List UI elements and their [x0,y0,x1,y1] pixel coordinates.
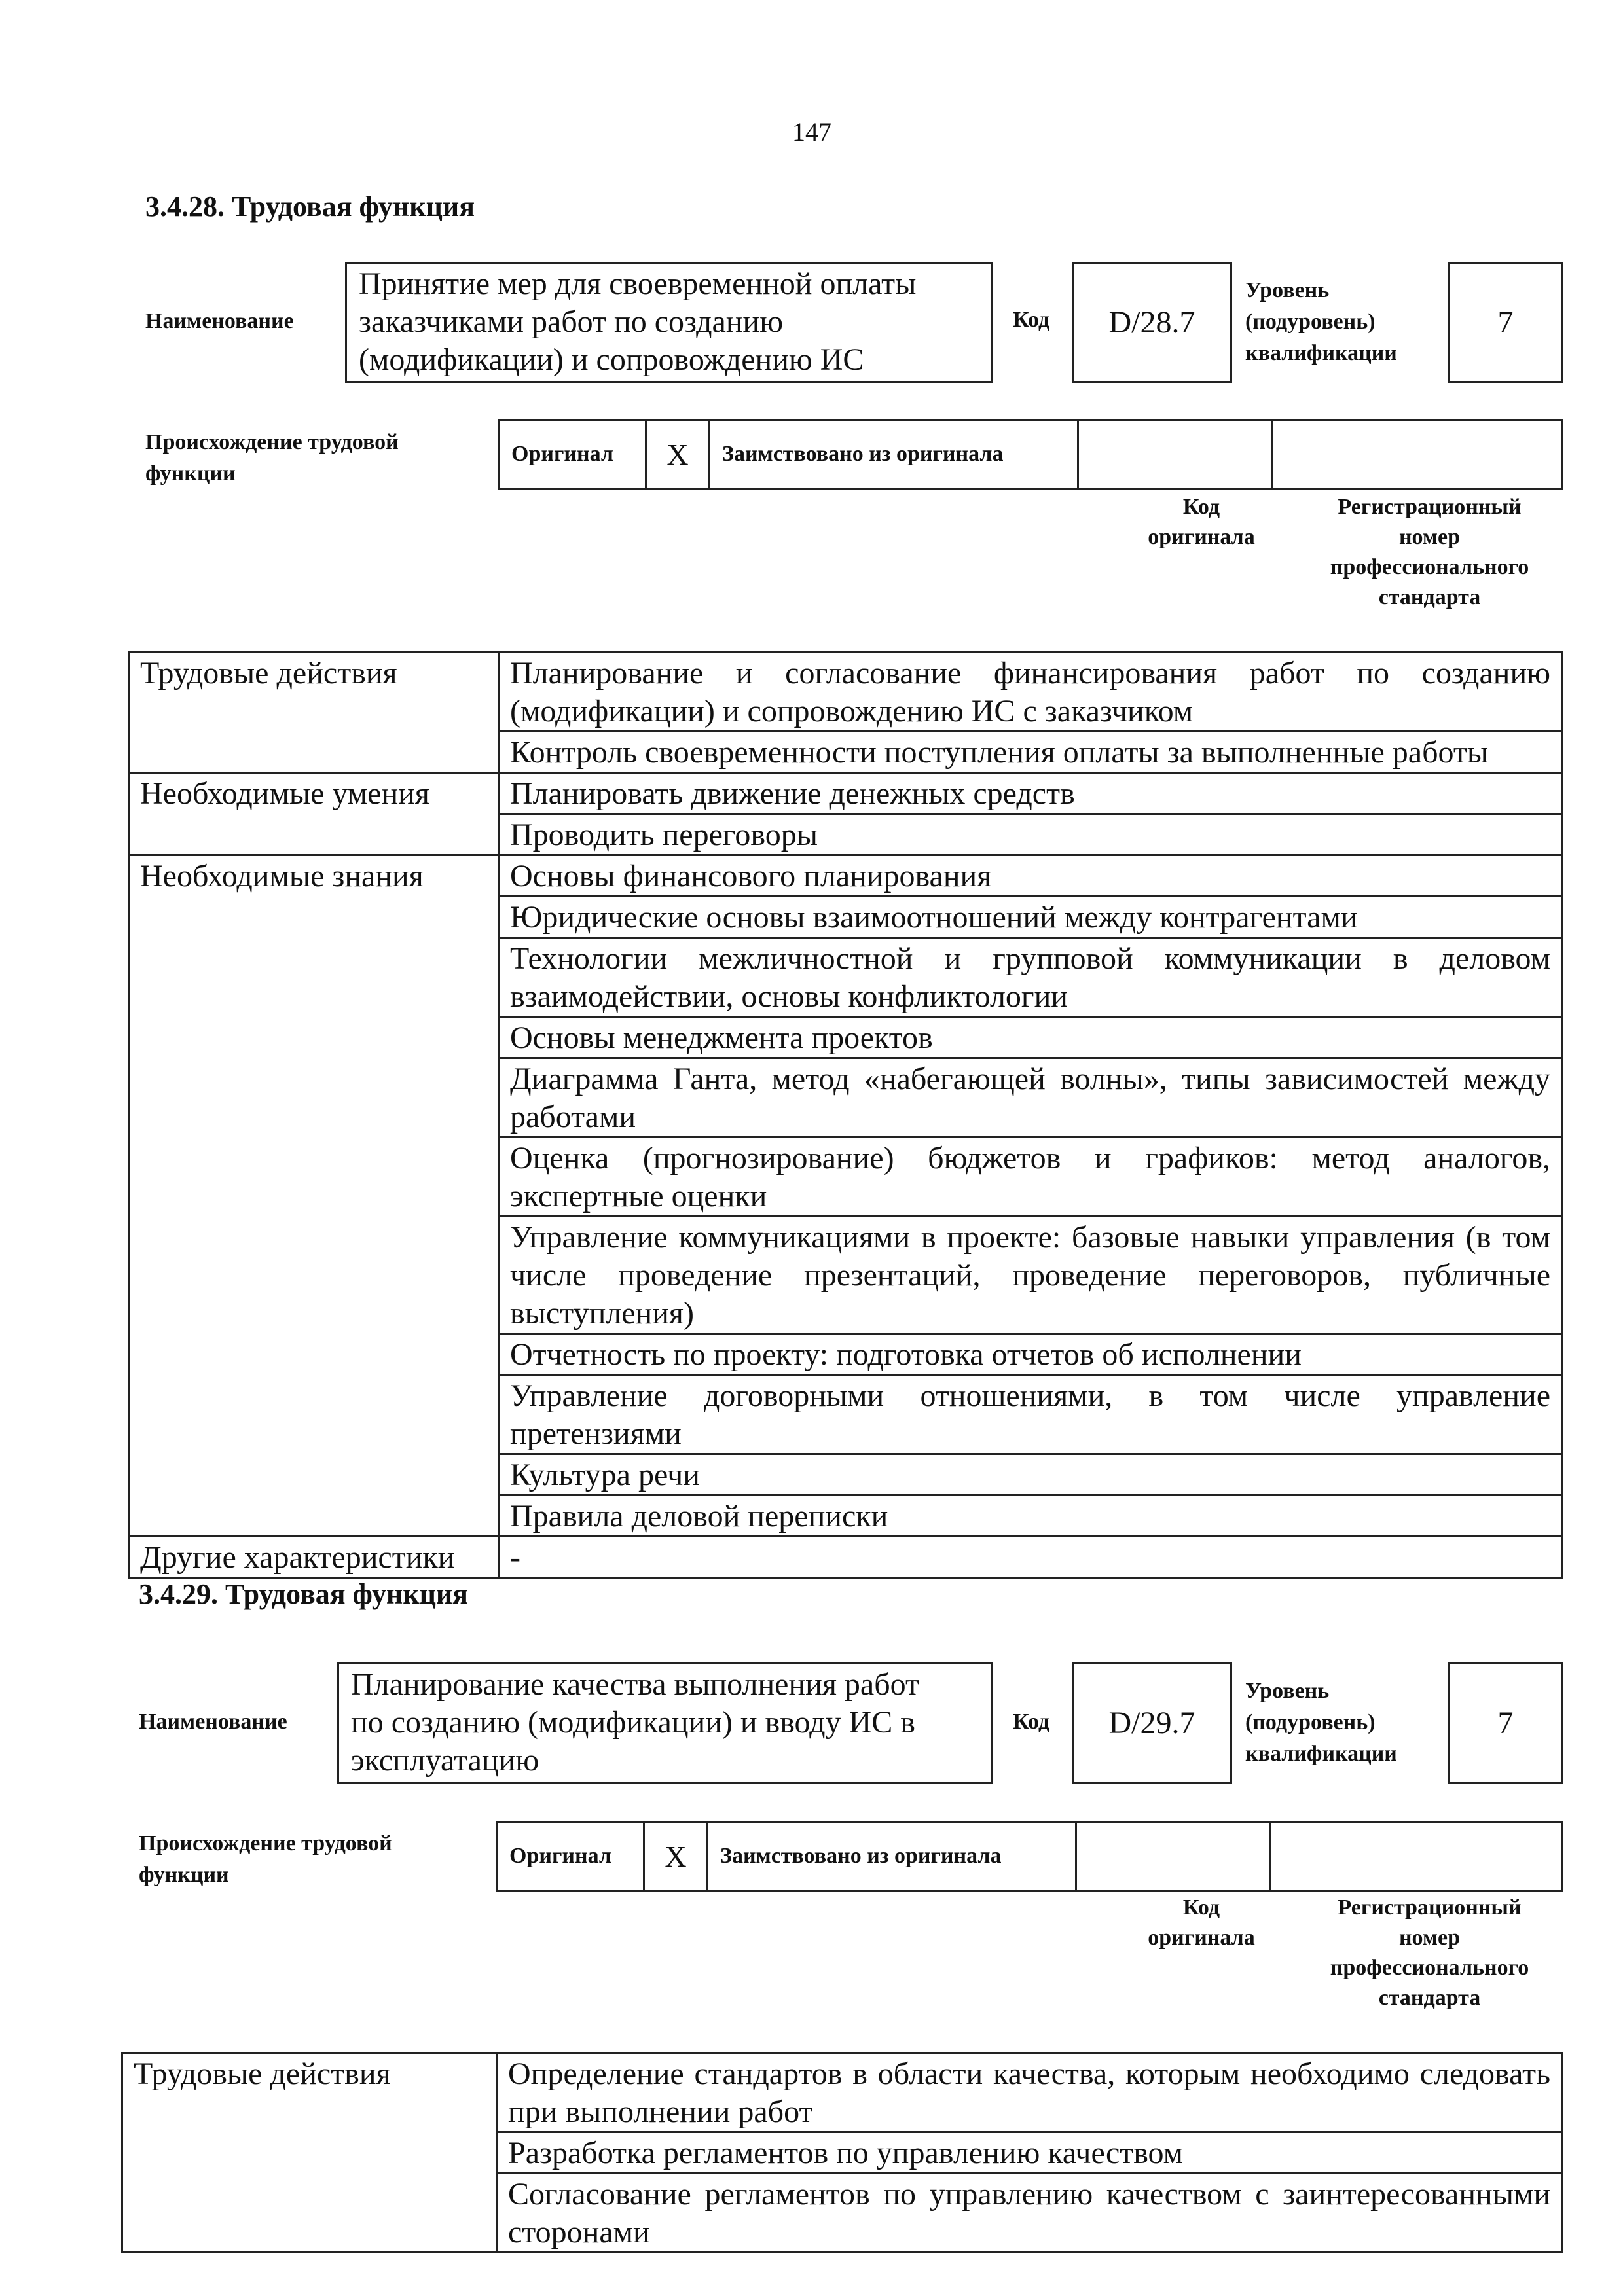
original-cell [500,421,647,488]
original-mark: X [665,1839,687,1873]
page-number: 147 [792,117,831,147]
borrowed-cell [710,421,1079,488]
level-label: Уровень (подуровень) квалификации [1245,278,1397,365]
origin-label: Происхождение трудовой функции [139,1831,392,1887]
section-title: 3.4.28. Трудовая функция [145,190,475,223]
level-box: 7 [1448,262,1563,383]
category-cell: Необходимые умения [129,773,499,855]
item-cell: Оценка (прогнозирование) бюджетов и графиков: метод аналогов, экспертные оценки [499,1138,1562,1217]
item-cell: Юридические основы взаимоотношений между контрагентами [499,897,1562,938]
code-original-label: Код оригинала [1148,1895,1255,1950]
origin-row [496,1821,1563,1892]
category-cell: Трудовые действия [122,2053,497,2253]
level-box: 7 [1448,1662,1563,1784]
level-label: Уровень (подуровень) квалификации [1245,1679,1397,1766]
reg-number-cell [1273,421,1561,488]
category-cell: Трудовые действия [129,653,499,773]
function-name-box [337,1662,993,1784]
code-original-cell [1077,1823,1271,1890]
function-name-line: заказчиками работ по созданию [359,304,784,339]
name-label: Наименование [145,309,294,333]
function-table [121,2052,1563,2253]
code-label: Код [1013,1710,1050,1734]
item-cell: Контроль своевременности поступления оплаты за выполненные работы [499,732,1562,773]
function-name-line: Планирование качества выполнения работ [351,1667,919,1702]
item-cell: Проводить переговоры [499,814,1562,855]
reg-number-label: Регистрационный номер профессионального стандарта [1330,1895,1529,2010]
table-row [129,773,1562,814]
item-cell: Управление договорными отношениями, в том числе управление претензиями [499,1375,1562,1454]
function-table [128,651,1563,1579]
table-row [122,2053,1562,2132]
table-row [129,1537,1562,1578]
borrowed-label: Заимствовано из оригинала [720,1844,1002,1868]
table-row [129,855,1562,897]
item-cell: Культура речи [499,1454,1562,1496]
item-cell: Управление коммуникациями в проекте: базовые навыки управления (в том числе проведение презентаций, проведение переговоров, публичные выступления) [499,1217,1562,1334]
item-cell: Основы финансового планирования [499,855,1562,897]
function-name-box [345,262,993,383]
item-cell: Определение стандартов в области качества, которым необходимо следовать при выполнении работ [497,2053,1562,2132]
origin-label: Происхождение трудовой функции [145,430,399,486]
item-cell: Разработка регламентов по управлению качеством [497,2132,1562,2174]
item-cell: Технологии межличностной и групповой коммуникации в деловом взаимодействии, основы конфликтологии [499,938,1562,1017]
original-label: Оригинал [511,442,613,466]
original-mark-cell [647,421,710,488]
original-cell [498,1823,645,1890]
borrowed-cell [708,1823,1077,1890]
item-cell: Правила деловой переписки [499,1496,1562,1537]
category-cell: Другие характеристики [129,1537,499,1578]
code-box: D/29.7 [1072,1662,1232,1784]
original-label: Оригинал [509,1844,611,1868]
section-title: 3.4.29. Трудовая функция [139,1578,469,1610]
original-mark: X [666,437,689,471]
code-label: Код [1013,308,1050,332]
function-name-line: (модификации) и сопровождению ИС [359,342,864,377]
item-cell: Планировать движение денежных средств [499,773,1562,814]
reg-number-label: Регистрационный номер профессионального стандарта [1330,495,1529,609]
item-cell: Основы менеджмента проектов [499,1017,1562,1058]
reg-number-cell [1271,1823,1561,1890]
code-original-label: Код оригинала [1148,495,1255,549]
item-cell: Согласование регламентов по управлению качеством с заинтересованными сторонами [497,2174,1562,2253]
item-cell: Планирование и согласование финансирования работ по созданию (модификации) и сопровождению ИС с заказчиком [499,653,1562,732]
function-name-line: по созданию (модификации) и вводу ИС в [351,1705,915,1740]
table-row [129,653,1562,732]
code-box: D/28.7 [1072,262,1232,383]
item-cell: Диаграмма Ганта, метод «набегающей волны», типы зависимостей между работами [499,1058,1562,1138]
origin-row [498,419,1563,490]
original-mark-cell [645,1823,708,1890]
category-cell: Необходимые знания [129,855,499,1537]
code-original-cell [1079,421,1273,488]
function-name-line: эксплуатацию [351,1743,539,1778]
function-name-line: Принятие мер для своевременной оплаты [359,266,917,301]
borrowed-label: Заимствовано из оригинала [722,442,1004,466]
name-label: Наименование [139,1710,287,1734]
item-cell: Отчетность по проекту: подготовка отчетов об исполнении [499,1334,1562,1375]
item-cell: - [499,1537,1562,1578]
